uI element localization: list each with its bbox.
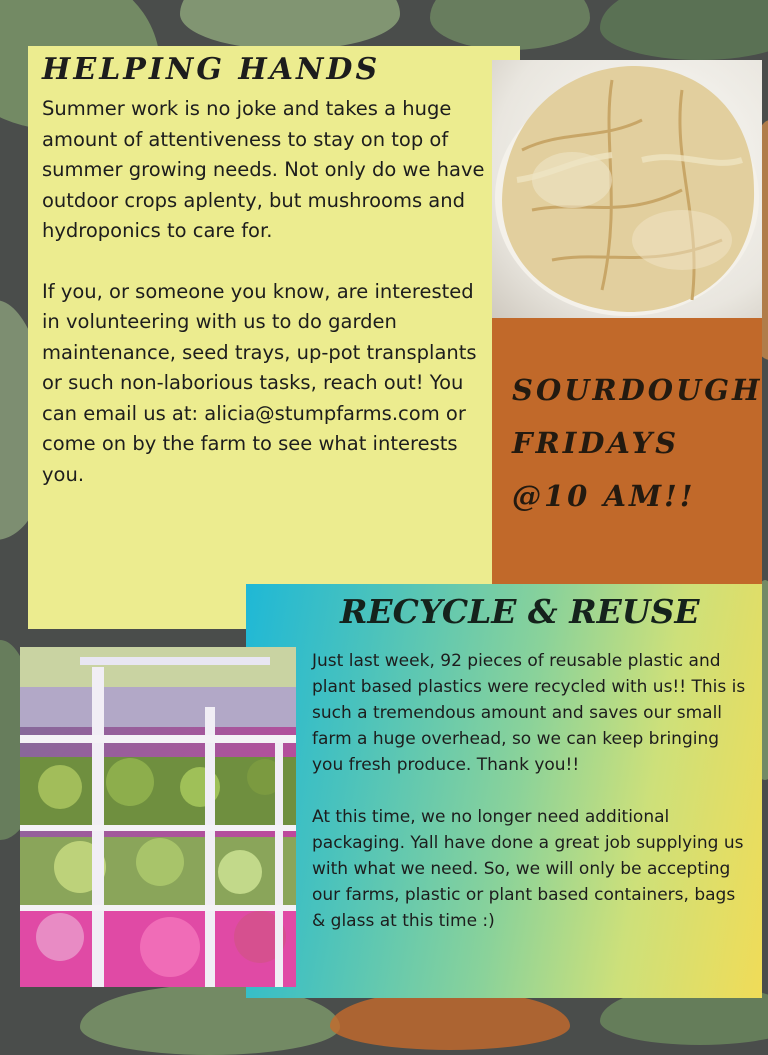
recycle-paragraph: At this time, we no longer need additional packaging. Yall have done a great job supplying us with what we need. So, we will only be accepting our farms, plastic or plant based containers, bags & glass at this time :) — [312, 807, 744, 931]
sourdough-line: FRIDAYS — [512, 426, 680, 460]
helping-hands-panel — [28, 46, 520, 629]
sourdough-line: @10 AM!! — [512, 479, 696, 513]
recycle-reuse-panel — [246, 584, 762, 998]
hydroponics-photo — [20, 647, 296, 987]
recycle-paragraph: Just last week, 92 pieces of reusable plastic and plant based plastics were recycled with us!! This is such a tremendous amount and saves our small farm a huge overhead, so we can keep bringing you fresh produce. Thank you!! — [312, 651, 746, 775]
sourdough-bread-photo — [492, 60, 762, 318]
sourdough-fridays-banner — [492, 318, 762, 584]
recycle-reuse-body — [312, 648, 752, 934]
helping-hands-paragraph: If you, or someone you know, are interested in volunteering with us to do garden maintenance, seed trays, up-pot transplants or such non-laborious tasks, reach out! You can email us at: alicia@stumpfarms.com or come on by the farm to see what interests you. — [42, 279, 477, 486]
recycle-reuse-title: RECYCLE & REUSE — [340, 592, 700, 631]
helping-hands-body — [42, 94, 488, 490]
sourdough-line: SOURDOUGH — [512, 373, 763, 407]
hydroponic-shelves-image — [20, 647, 296, 987]
helping-hands-paragraph: Summer work is no joke and takes a huge amount of attentiveness to stay on top of summer growing needs. Not only do we have outdoor crops aplenty, but mushrooms and hydroponics to care for. — [42, 97, 485, 242]
bread-loaf-image — [492, 60, 762, 318]
helping-hands-title: HELPING HANDS — [42, 52, 381, 87]
sourdough-fridays-text — [512, 364, 763, 523]
